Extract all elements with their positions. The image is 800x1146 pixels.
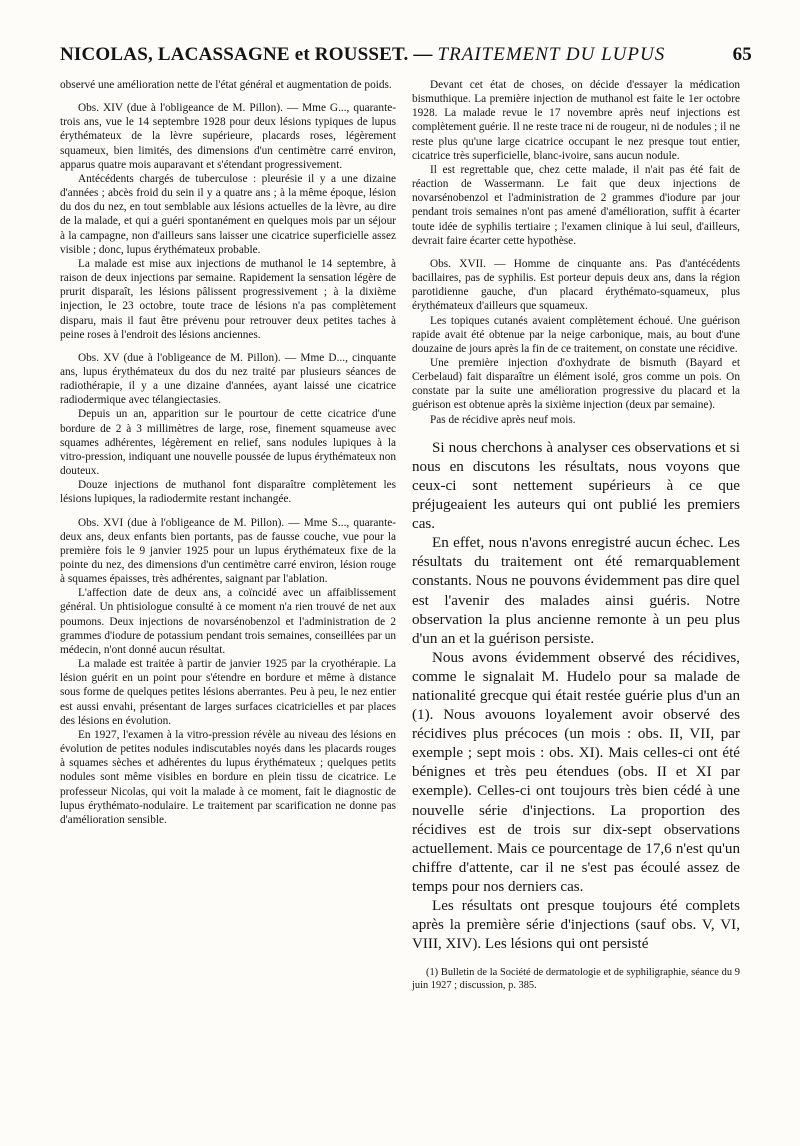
right-column <box>412 78 740 992</box>
observation-xvii: Obs. XVII. — Homme de cinquante ans. Pas d'antécédents bacillaires, pas de syphilis. Est porteur depuis deux ans, dans la région parotidienne gauche, d'un placard érythémato-squameux, plus érythémateux d'ailleurs que squameux. <box>412 257 740 313</box>
paragraph: Il est regrettable que, chez cette malade, il n'ait pas été fait de réaction de Wassermann. Le fait que deux injections de novarsénobenzol et l'administration de 2 grammes d'iodure par jour pendant trois semaines n'ont pas amené d'amélioration, suffit à écarter toute idée de syphilis tertiaire ; l'examen clinique à lui seul, d'ailleurs, devrait faire écarter cette hypothèse. <box>412 163 740 247</box>
discussion-section <box>412 439 740 955</box>
paragraph: Les topiques cutanés avaient complètement échoué. Une guérison rapide avait été obtenue par la neige carbonique, mais, au bout d'une douzaine de jours après la fin de ce traitement, on constate une récidive. <box>412 314 740 355</box>
left-column <box>60 78 396 827</box>
paragraph: Pas de récidive après neuf mois. <box>430 413 576 426</box>
running-header <box>60 44 752 70</box>
paragraph: Douze injections de muthanol font disparaître complètement les lésions lupiques, la radiodermite restant inchangée. <box>60 479 396 506</box>
paragraph: La malade est mise aux injections de muthanol le 14 septembre, à raison de deux injections par semaine. Rapidement la sensation légère de prurit disparaît, les lésions pâlissent progressivement ; à la dixième injection, le 23 octobre, toute trace de lésions n'a pas complètement disparu, mais il faut être prévenu pour retrouver deux petites taches à peine roses à l'endroit des lésions anciennes. <box>60 257 396 341</box>
observation-xv: Obs. XV (due à l'obligeance de M. Pillon). — Mme D..., cinquante ans, lupus érythémateux du dos du nez traité par plusieurs séances de radiothérapie, il y a une dizaine d'années, ayant laissé une cicatrice radiodermique avec télangiectasies. <box>60 351 396 407</box>
paragraph: Une première injection d'oxhydrate de bismuth (Bayard et Cerbelaud) fait disparaître un élément isolé, gros comme un pois. On constate par la suite une amélioration progressive du placard et la guérison est obtenue après la sixième injection (deux par semaine). <box>412 356 740 412</box>
body-paragraph: Nous avons évidemment observé des récidives, comme le signalait M. Hudelo pour sa malade de nationalité grecque qui était restée guérie plus d'un an (1). Nous avouons loyalement avoir observé des récidives plus précoces (un mois : obs. II, VII, par exemple ; sept mois : obs. XI). Mais celles-ci ont été bénignes et très peu étendues (obs. II et XI par exemple). Celles-ci ont toujours très bien cédé à une nouvelle série d'injections. La proportion des récidives est de trois sur dix-sept observations actuellement. Mais ce pourcentage de 17,6 n'est qu'un chiffre d'attente, car il ne s'est pas écoulé assez de temps pour nos derniers cas. <box>412 649 740 895</box>
paragraph: Depuis un an, apparition sur le pourtour de cette cicatrice d'une bordure de 2 à 3 millimètres de large, rose, finement squameuse avec squames adhérentes, légèrement en relief, sans nodules lupiques à la vitro-pression, indiquant une nouvelle poussée de lupus érythémateux non douteux. <box>60 408 396 478</box>
footnote: (1) Bulletin de la Société de dermatologie et de syphiligraphie, séance du 9 juin 1927 ; discussion, p. 385. <box>412 967 740 992</box>
paragraph: Devant cet état de choses, on décide d'essayer la médication bismuthique. La première injection de muthanol est faite le 1er octobre 1928. La malade revue le 17 novembre après neuf injections est complètement guérie. Il ne reste trace ni de rougeur, ni de nodules ; il ne reste plus qu'une large cicatrice occupant le nez presque tout entier, cicatrice très superficielle, blanc-ivoire, sans aucun nodule. <box>412 79 740 162</box>
page-number: 65 <box>732 44 752 65</box>
observation-xiv: Obs. XIV (due à l'obligeance de M. Pillon). — Mme G..., quarante-trois ans, vue le 14 septembre 1928 pour deux lésions typiques de lupus érythémateux de la lèvre supérieure, placards roses, légèrement squameux, bien limités, des dimensions d'un centimètre carré environ, apparus quatre mois auparavant et s'étendant progressivement. <box>60 102 396 171</box>
header-authors: NICOLAS, LACASSAGNE et ROUSSET. — <box>60 44 433 65</box>
body-paragraph: Si nous cherchons à analyser ces observations et si nous en discutons les résultats, nous voyons que ceux-ci sont nettement supérieurs à ce que préjugeaient les auteurs qui ont publié les premiers cas. <box>412 439 740 533</box>
observation-xvi: Obs. XVI (due à l'obligeance de M. Pillon). — Mme S..., quarante-deux ans, deux enfants bien portants, pas de fausse couche, vue pour la première fois le 9 janvier 1925 pour un lupus érythémateux fixe de la pointe du nez, des dimensions d'un centimètre carré environ, lésion rouge à squames épaisses, très adhérentes, saignant par l'ablation. <box>60 516 396 586</box>
header-title <box>60 44 665 66</box>
paragraph: observé une amélioration nette de l'état général et augmentation de poids. <box>60 79 392 91</box>
paragraph: L'affection date de deux ans, a coïncidé avec un affaiblissement général. Un phtisiologue consulté à ce moment n'a rien trouvé de net aux poumons. Deux injections de novarsénobenzol et l'administration de 2 grammes d'iodure de potassium pendant trois semaines, conseillées par un médecin, n'ont donné aucun résultat. <box>60 587 396 656</box>
body-paragraph: Les résultats ont presque toujours été complets après la première série d'injections (sauf obs. V, VI, VIII, XIV). Les lésions qui ont persisté <box>412 898 740 953</box>
paragraph: En 1927, l'examen à la vitro-pression révèle au niveau des lésions en évolution de petites nodules indiscutables noyés dans les placards rouges à squames sèches et adhérentes du lupus érythémateux ; quelques petits nodules sont même visibles en bordure en plein tissu de cicatrice. Le professeur Nicolas, qui voit la malade à ce moment, fait le diagnostic de lupus érythémato-nodulaire. Le traitement par scarification ne donne pas d'amélioration sensible. <box>60 728 396 826</box>
header-article-title: TRAITEMENT DU LUPUS <box>437 44 666 65</box>
paragraph: Antécédents chargés de tuberculose : pleurésie il y a une dizaine d'années ; abcès froid du sein il y a quatre ans ; à la même époque, lésion du dos du nez, en tout semblable aux lésions actuelles de la lèvre, au dire de la malade, et qui a guéri spontanément en quelques mois par un séjour à la campagne, non d'ailleurs sans laisser une cicatrice superficielle assez visible ; donc, lupus érythémateux probable. <box>60 172 396 256</box>
body-paragraph: En effet, nous n'avons enregistré aucun échec. Les résultats du traitement ont été remarquablement constants. Nous ne pouvons évidemment pas dire quel est l'avenir des malades ainsi guéris. Notre observation la plus ancienne remonte à un peu plus d'un an et la guérison persiste. <box>412 535 740 647</box>
paragraph: La malade est traitée à partir de janvier 1925 par la cryothérapie. La lésion guérit en un point pour s'étendre en bordure et même à distance sous forme de quelques petites lésions aberrantes. Peu à peu, le nez entier est aussi envahi, présentant de larges surfaces cicatricielles et par places des lésions en évolution. <box>60 658 396 727</box>
